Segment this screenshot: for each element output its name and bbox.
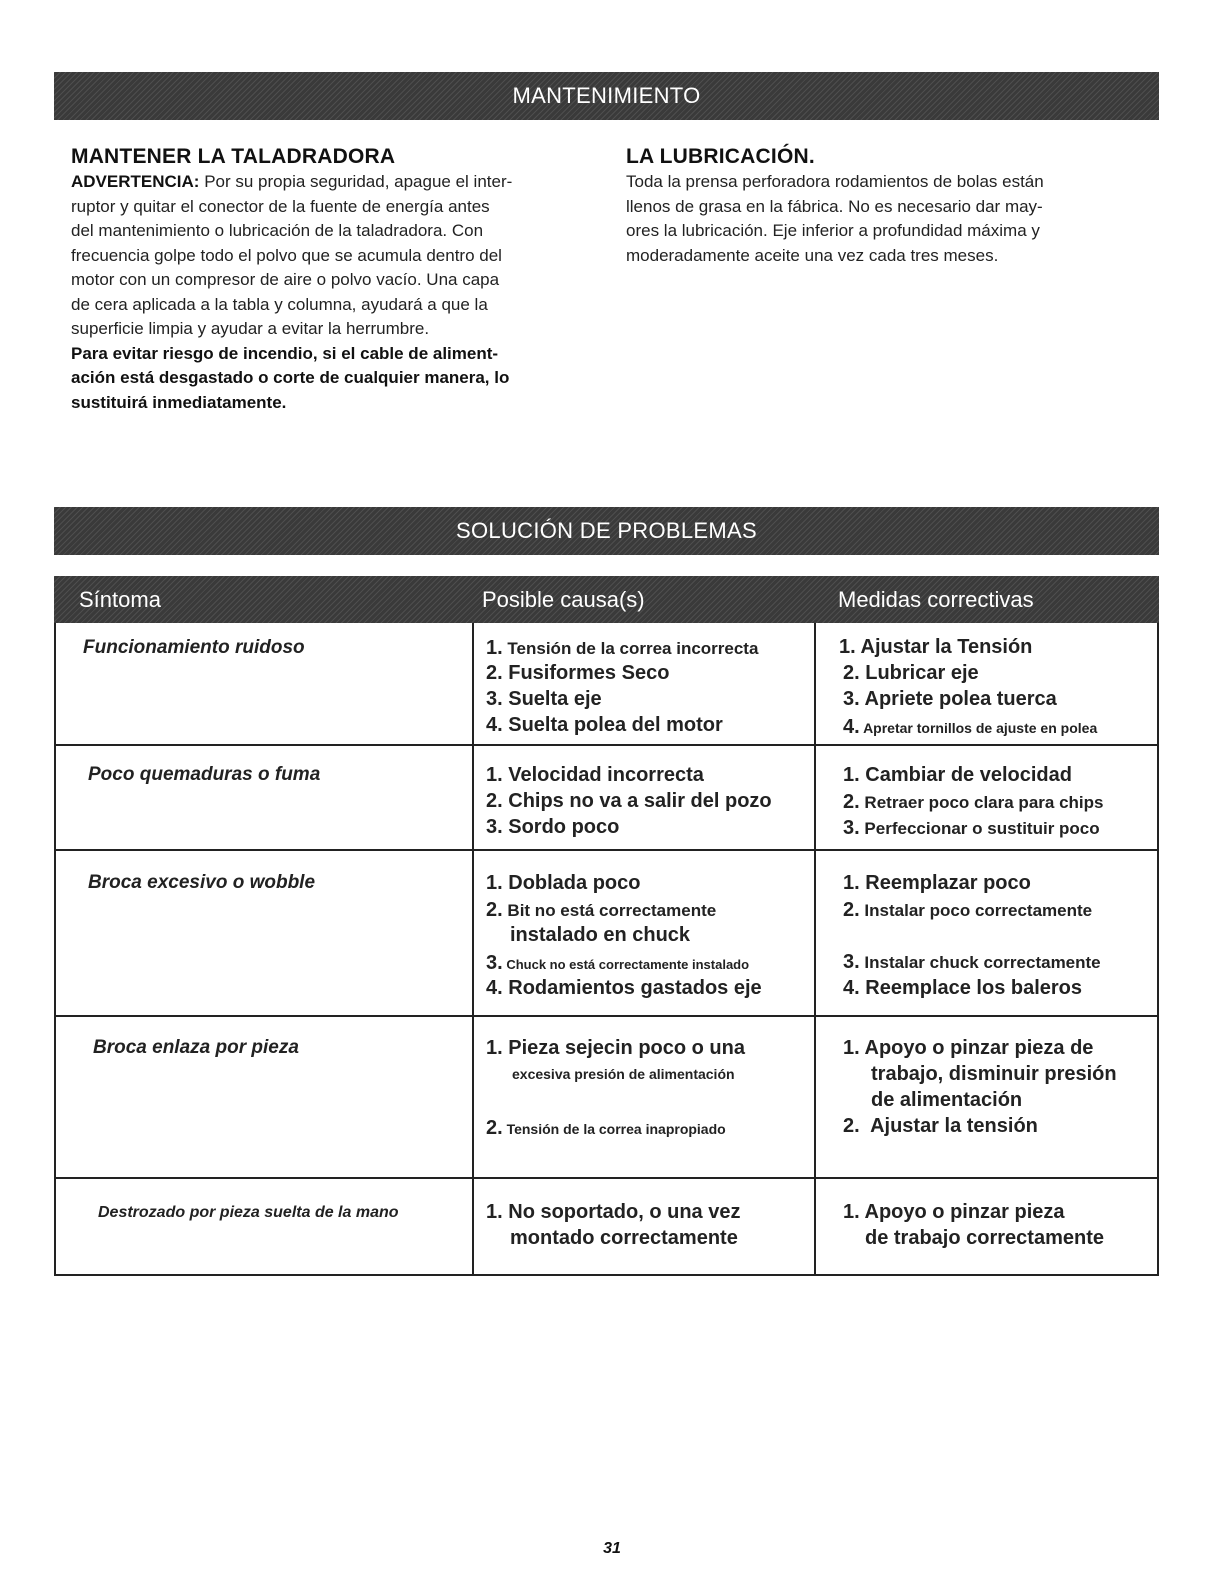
causes-cell: [472, 1177, 816, 1274]
table-row: [54, 1015, 1159, 1179]
maintain-line: del mantenimiento o lubricación de la taladradora. Con: [71, 221, 484, 240]
remedy-item: 1. Ajustar la Tensión: [839, 636, 1033, 658]
maintain-line: superficie limpia y ayudar a evitar la herrumbre.: [71, 319, 430, 338]
symptom-text: Broca enlaza por pieza: [93, 1037, 299, 1058]
fire-warning-line: ación está desgastado o corte de cualquier manera, lo: [71, 368, 510, 387]
remedy-item: de alimentación: [871, 1089, 1023, 1111]
table-row: [54, 849, 1159, 1017]
lubrication-text: [626, 170, 1136, 268]
remedy-item: 2. Lubricar eje: [843, 662, 979, 684]
fire-warning-line: Para evitar riesgo de incendio, si el cable de aliment-: [71, 343, 499, 363]
cause-item: instalado en chuck: [510, 924, 691, 946]
causes-cell: [472, 623, 816, 744]
maintain-text: [71, 170, 596, 415]
cause-item: 3. Sordo poco: [486, 816, 620, 838]
symptom-text: Destrozado por pieza suelta de la mano: [98, 1204, 399, 1221]
remedy-item: 3. Apriete polea tuerca: [843, 688, 1057, 710]
remedy-item: 3. Perfeccionar o sustituir poco: [843, 817, 1100, 839]
causes-cell: [472, 744, 816, 849]
maintain-line: frecuencia golpe todo el polvo que se acumula dentro del: [71, 245, 502, 265]
maintain-title: MANTENER LA TALADRADORA: [71, 145, 396, 168]
lubrication-line: moderadamente aceite una vez cada tres meses.: [626, 245, 999, 265]
remedies-cell: [816, 1177, 1157, 1274]
causes-cell: [472, 1015, 816, 1177]
cause-item: 1. Tensión de la correa incorrecta: [486, 637, 759, 659]
fire-warning-line: sustituirá inmediatamente.: [71, 392, 287, 412]
remedies-cell: [816, 849, 1157, 1015]
maintain-line: motor con un compresor de aire o polvo vacío. Una capa: [71, 270, 500, 289]
remedy-item: 4. Reemplace los baleros: [843, 977, 1083, 999]
remedy-item: 1. Apoyo o pinzar pieza: [843, 1201, 1065, 1223]
troubleshooting-table: [54, 576, 1159, 1276]
table-row: [54, 623, 1159, 746]
symptom-text: Funcionamiento ruidoso: [83, 637, 305, 658]
cause-item: 1. Velocidad incorrecta: [486, 764, 704, 786]
remedy-item: 1. Cambiar de velocidad: [843, 764, 1072, 786]
lubrication-line: ores la lubricación. Eje inferior a profundidad máxima y: [626, 221, 1040, 240]
symptom-text: Broca excesivo o wobble: [88, 872, 316, 893]
remedy-item: 2. Instalar poco correctamente: [843, 899, 1093, 921]
causes-cell: [472, 849, 816, 1015]
cause-item: 3. Chuck no está correctamente instalado: [486, 952, 750, 974]
symptom-cell: [56, 623, 470, 744]
symptom-cell: [56, 1177, 470, 1274]
remedy-item: 4. Apretar tornillos de ajuste en polea: [843, 716, 1098, 738]
header-remedies: Medidas correctivas: [838, 587, 1034, 612]
header-causes: Posible causa(s): [482, 587, 645, 612]
cause-item: excesiva presión de alimentación: [512, 1066, 735, 1082]
remedies-cell: [816, 744, 1157, 849]
remedies-cell: [816, 1015, 1157, 1177]
remedy-item: 3. Instalar chuck correctamente: [843, 951, 1101, 973]
table-header: [54, 576, 1159, 623]
symptom-cell: [56, 849, 470, 1015]
cause-item: 4. Rodamientos gastados eje: [486, 977, 762, 999]
maintenance-banner: MANTENIMIENTO: [54, 72, 1159, 120]
cause-item: 1. Doblada poco: [486, 872, 641, 894]
table-row: [54, 744, 1159, 851]
cause-item: 2. Chips no va a salir del pozo: [486, 790, 772, 812]
maintain-line: de cera aplicada a la tabla y columna, ayudará a que la: [71, 294, 488, 314]
symptom-cell: [56, 1015, 470, 1177]
troubleshooting-banner: SOLUCIÓN DE PROBLEMAS: [54, 507, 1159, 555]
remedy-item: 2. Retraer poco clara para chips: [843, 791, 1104, 813]
maintain-line: ADVERTENCIA: Por su propia seguridad, apague el inter-: [71, 172, 513, 191]
warning-label: ADVERTENCIA:: [71, 172, 200, 191]
remedy-item: 1. Reemplazar poco: [843, 872, 1031, 894]
remedy-item: 1. Apoyo o pinzar pieza de: [843, 1037, 1094, 1059]
lubrication-line: Toda la prensa perforadora rodamientos de bolas están: [626, 172, 1044, 191]
remedy-item: 2. Ajustar la tensión: [843, 1115, 1038, 1137]
cause-item: 1. Pieza sejecin poco o una: [486, 1037, 745, 1059]
cause-item: 2. Bit no está correctamente: [486, 899, 717, 921]
remedy-item: trabajo, disminuir presión: [871, 1063, 1117, 1085]
maintain-line: ruptor y quitar el conector de la fuente de energía antes: [71, 196, 490, 216]
cause-item: montado correctamente: [510, 1227, 738, 1249]
remedies-cell: [816, 623, 1157, 744]
cause-item: 3. Suelta eje: [486, 688, 602, 710]
lubrication-line: llenos de grasa en la fábrica. No es necesario dar may-: [626, 196, 1043, 216]
cause-item: 2. Tensión de la correa inapropiado: [486, 1117, 726, 1139]
cause-item: 4. Suelta polea del motor: [486, 714, 723, 736]
cause-item: 2. Fusiformes Seco: [486, 662, 670, 684]
symptom-text: Poco quemaduras o fuma: [88, 764, 321, 785]
cause-item: 1. No soportado, o una vez: [486, 1201, 741, 1223]
lubrication-title: LA LUBRICACIÓN.: [626, 145, 815, 168]
symptom-cell: [56, 744, 470, 849]
remedy-item: de trabajo correctamente: [865, 1227, 1104, 1249]
header-symptom: Síntoma: [79, 587, 161, 612]
table-row: [54, 1177, 1159, 1276]
page-number: 31: [603, 1540, 621, 1557]
